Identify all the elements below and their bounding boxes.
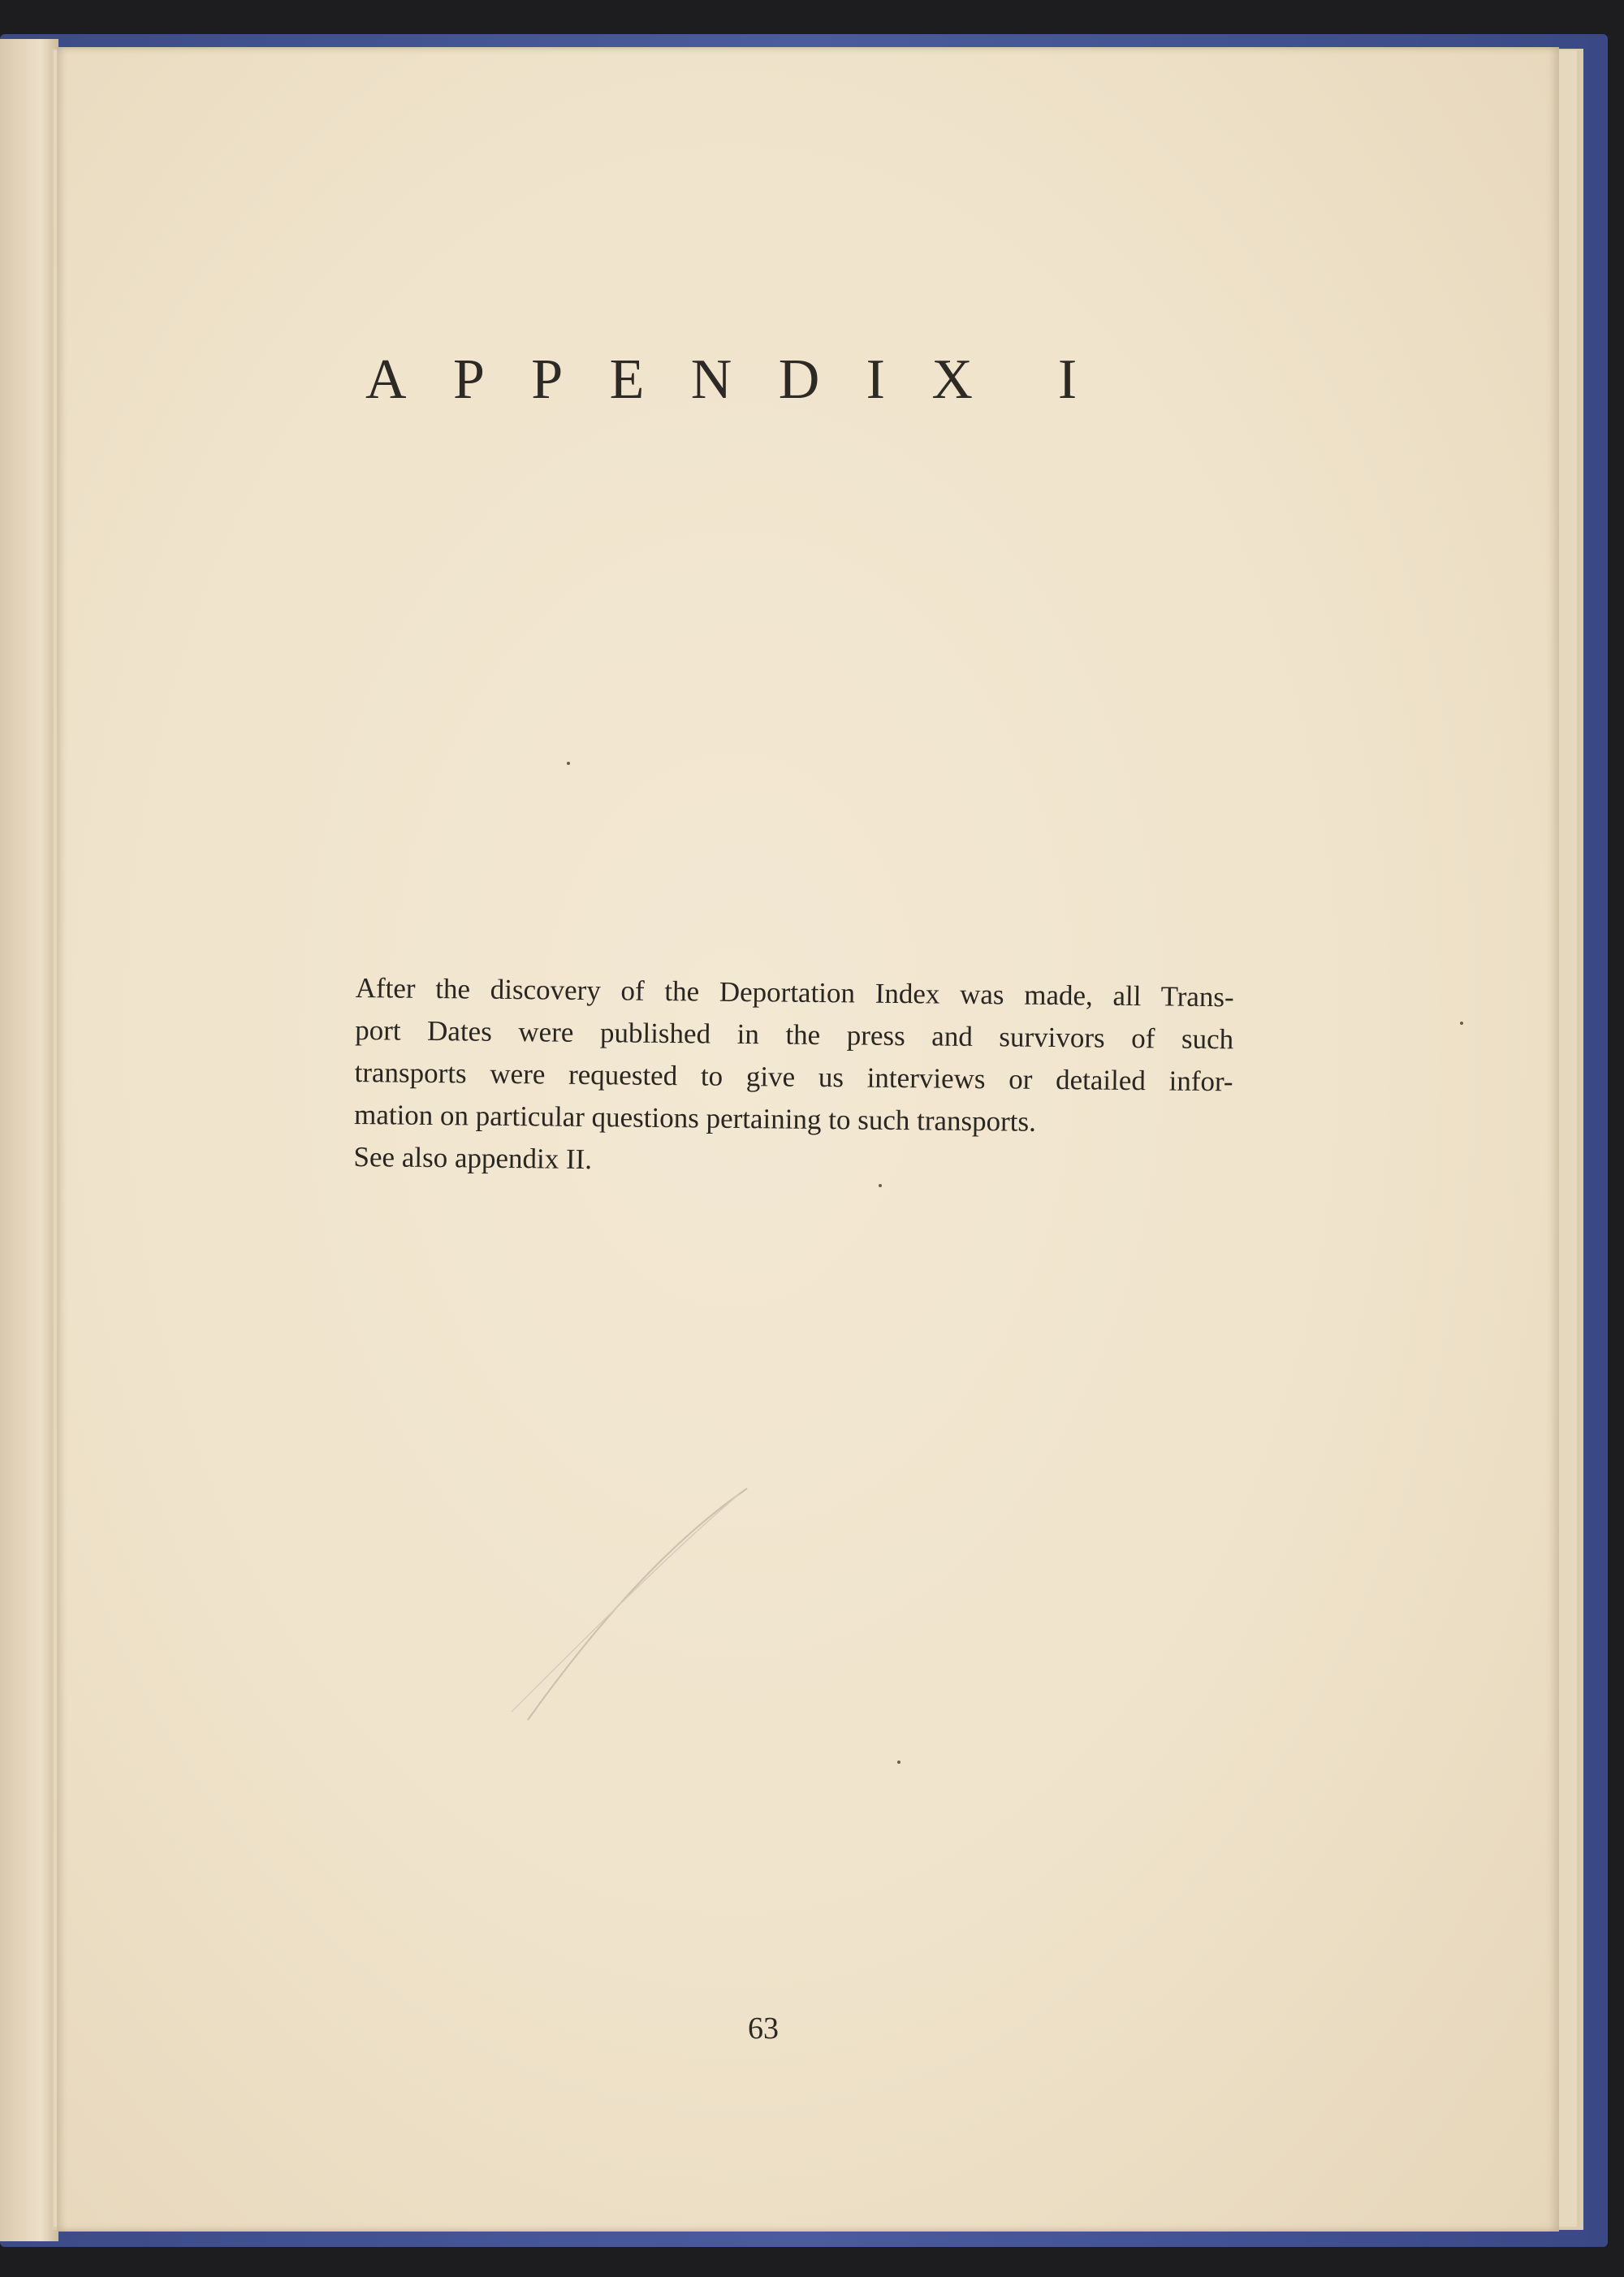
paragraph-line: mation on particular questions pertaining to such transports.: [353, 1098, 1037, 1138]
paragraph-line: port Dates were published in the press and survivors of such: [354, 1013, 1234, 1056]
body-paragraph: [353, 967, 1234, 1187]
page-number: 63: [748, 2011, 779, 2046]
paper-speck: [879, 1184, 882, 1187]
appendix-heading: [365, 348, 1259, 413]
paragraph-line: transports were requested to give us interviews or detailed infor-: [354, 1056, 1233, 1098]
facing-page-edge: [0, 39, 58, 2241]
pencil-mark: [479, 1484, 755, 1728]
paragraph-line: See also appendix II.: [353, 1140, 593, 1176]
paragraph-line: After the discovery of the Deportation Index was made, all Trans-: [355, 971, 1234, 1013]
heading-word: APPENDIX: [365, 348, 1020, 411]
paper-speck: [897, 1761, 901, 1764]
paper-speck: [1460, 1022, 1463, 1025]
paper-speck: [567, 762, 570, 765]
book-page: [57, 47, 1559, 2232]
heading-numeral: I: [1057, 348, 1078, 411]
